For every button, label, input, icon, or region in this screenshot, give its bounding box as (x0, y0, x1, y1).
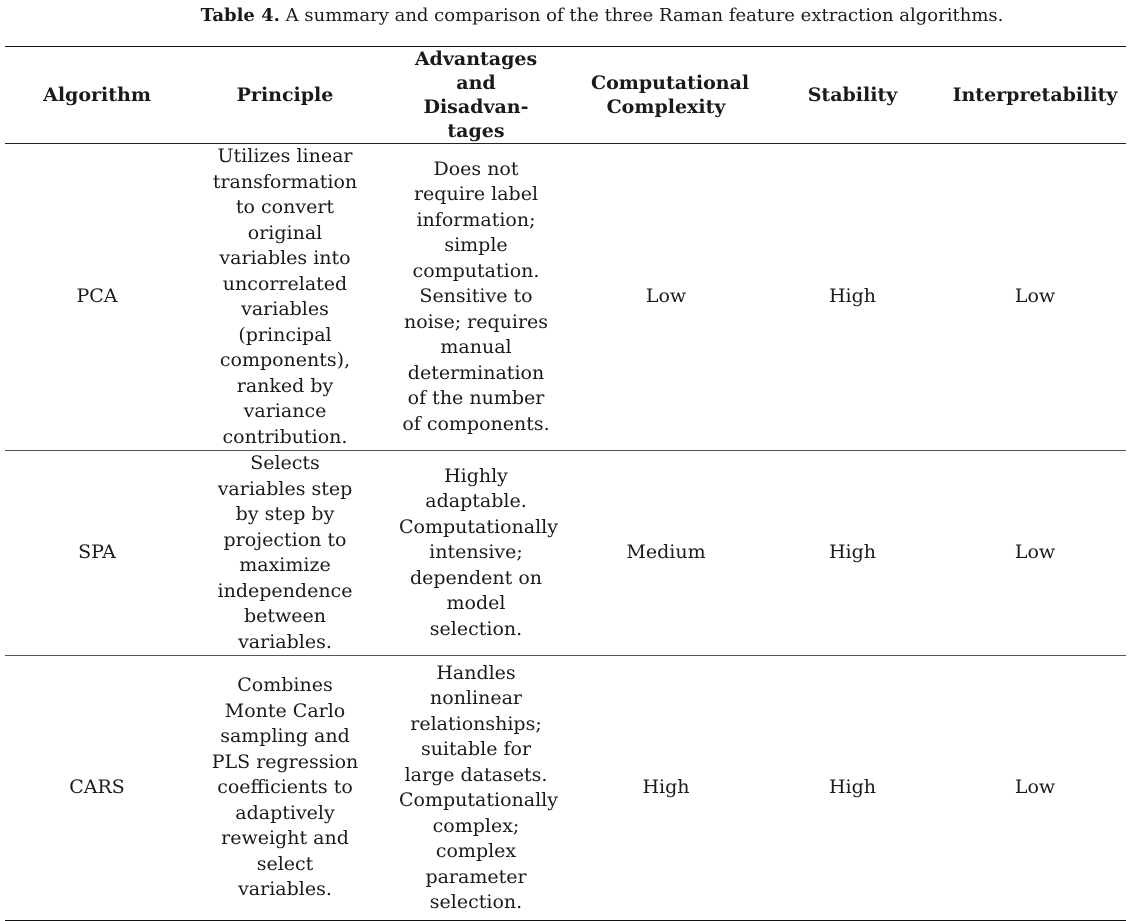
cell-complexity: Low (645, 285, 687, 308)
table-row (5, 144, 1126, 451)
cell-principle: Combines Monte Carlo sampling and PLS regression coefficients to adaptively reweight and select variables. (211, 674, 359, 901)
table-caption-text: A summary and comparison of the three Raman feature extraction algorithms. (285, 5, 1004, 26)
header-interpretability: Interpretability (952, 84, 1118, 106)
header-row (5, 47, 1126, 144)
cell-advantages: Handles nonlinear relationships; suitable for large datasets. Computationally complex; complex parameter selection. (399, 661, 558, 913)
table-caption-label: Table 4. (200, 5, 280, 26)
cell-interpretability: Low (1014, 776, 1056, 799)
cell-advantages: Does not require label information; simple computation. Sensitive to noise; requires manual determination of the number of components. (402, 157, 550, 435)
table-row (5, 451, 1126, 656)
cell-complexity: Medium (626, 541, 706, 564)
cell-algorithm: PCA (76, 285, 118, 308)
cell-principle: Utilizes linear transformation to convert original variables into uncorrelated variables (principal components), ranked by variance contribution. (212, 145, 358, 448)
cell-stability: High (828, 776, 877, 799)
cell-algorithm: CARS (69, 776, 125, 799)
cell-interpretability: Low (1014, 541, 1056, 564)
cell-stability: High (828, 541, 877, 564)
cell-interpretability: Low (1014, 285, 1056, 308)
header-algorithm: Algorithm (43, 84, 151, 106)
header-complexity: Computational Complexity (591, 72, 750, 118)
header-principle: Principle (236, 84, 334, 106)
table-row (5, 656, 1126, 921)
table-header (5, 47, 1126, 144)
header-advantages: Advantages and Disadvan-tages (414, 48, 538, 142)
cell-advantages: Highly adaptable. Computationally intensive; dependent on model selection. (399, 464, 558, 640)
header-stability: Stability (807, 84, 898, 106)
table-caption (0, 5, 1134, 26)
comparison-table (5, 46, 1126, 921)
cell-principle: Selects variables step by step by projection to maximize independence between variables. (217, 452, 353, 653)
table-body (5, 144, 1126, 921)
cell-complexity: High (642, 776, 690, 799)
cell-stability: High (828, 285, 877, 308)
cell-algorithm: SPA (78, 541, 116, 564)
